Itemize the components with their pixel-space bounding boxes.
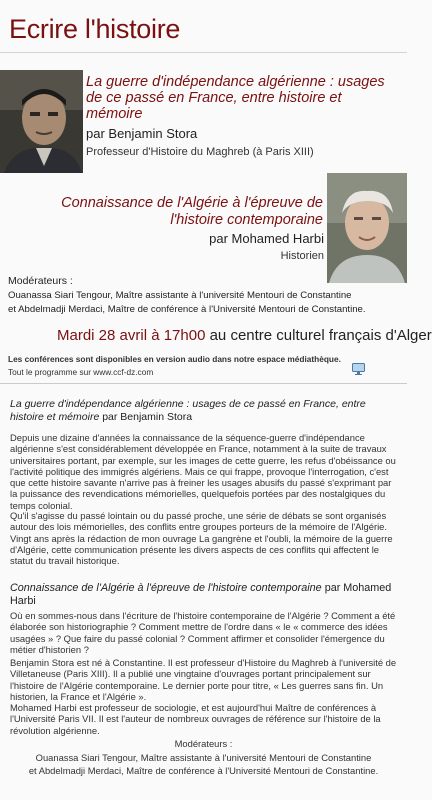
moderators2-line-2 [0,765,407,776]
speaker-photo-stora [0,70,83,173]
speaker-bios [10,657,398,736]
article1-paragraph-2: Qu'il s'agisse du passé lointain ou du passé proche, une série de débats se sont organisés autour des lois mémorielles, des conflits entre groupes porteurs de la mémoire de l'Algérie. Vingt ans après la rédaction de mon ouvrage La gangrène et l'oubli, la mémoire de la guerre d'Algérie, cette communication présente les divers aspects de ces conflits qui affectent le statut du travail historique. [10,510,393,567]
section-divider [0,383,407,384]
conference2-speaker: par Mohamed Harbi [209,231,324,246]
monitor-icon [352,362,365,374]
moderator-1-role: Maître assistante à l'université Mentouri de Constantine [115,290,352,301]
conference2-title: Connaissance de l'Algérie à l'épreuve de l'histoire contemporaine [61,195,323,228]
moderators2-m1-name: Ouanassa Siari Tengour, [35,752,139,763]
bio-stora-text: est né à Constantine. Il est professeur d'Histoire du Maghreb à l'université de Villetaneuse (Paris XIII). Il a publié une vingtaine d'ouvrages portant principalement sur l'histoire de l'Algérie contemporaine. Le dernier porte pour titre, « Les guerres sans fin. Un historien, la France et l'Algérie ». [10,657,397,702]
program-link[interactable]: Tout le programme sur www.ccf-dz.com [8,367,154,377]
moderator-2-role: Maître de conférence à l'Université Mentouri de Constantine. [107,304,366,315]
moderators2-line-1 [0,752,407,763]
bio-stora-name: Benjamin Stora [10,657,75,668]
event-info [57,327,432,344]
conference1-speaker: par Benjamin Stora [86,126,198,141]
moderators2-m2-role: Maître de conférence à l'Université Mentouri de Constantine. [126,765,379,776]
article1-paragraph-1: Depuis une dizaine d'années la connaissance de la séquence-guerre d'indépendance algérienne s'est considérablement développée en France, notamment à la suite de travaux universitaires portant, par exemple, sur les images de cette guerre, les refus d'obéissance ou l'activité politique des immigrés algériens. Mais ce qui frappe, provoque l'interrogation, c'est que cette histoire savante n'arrive pas à freiner les usages abusifs du passé s'exprimant par la puissance des revendications mémorielles, quelquefois portées par des nostalgiques du temps colonial. [10,432,396,511]
audio-note: Les conférences sont disponibles en version audio dans notre espace médiathèque. [8,354,341,364]
article2-questions: Où en sommes-nous dans l'écriture de l'histoire contemporaine de l'Algérie ? Comment a été élaborée son historiographie ? Comment mettre de l'ordre dans « le « commerce des idées usagées » ? Que faire du passé colonial ? Comment affirmer et consolider l'émergence du métier d'historien ? [10,610,396,655]
moderator-1-name: Ouanassa Siari Tengour, [8,290,113,301]
moderator-1 [8,290,352,301]
moderators2-m2-name: et Abdelmadji Merdaci, [28,765,124,776]
conference1-title: La guerre d'indépendance algérienne : usages de ce passé en France, entre histoire et mémoire [86,74,385,122]
moderator-2 [8,304,366,315]
article1-title-text: La guerre d'indépendance algérienne : usages de ce passé en France, entre histoire et mémoire [10,398,366,423]
page-title: Ecrire l'histoire [9,14,181,44]
conference2-speaker-role: Historien [280,250,324,262]
moderators-heading: Modérateurs : [8,275,73,287]
article2-title-text: Connaissance de l'Algérie à l'épreuve de l'histoire contemporaine [10,582,322,594]
event-place: au centre culturel français d'Alger [209,327,432,344]
article2-title [10,582,395,608]
article1-title-by: par Benjamin Stora [102,411,193,423]
speaker-photo-harbi [327,173,407,283]
conference1-speaker-role: Professeur d'Histoire du Maghreb (à Paris XIII) [86,146,314,158]
bio-harbi-name: Mohamed Harbi [10,702,77,714]
article2-title-by: par Mohamed Harbi [10,582,392,607]
moderator-2-name: et Abdelmadji Merdaci, [8,304,106,315]
moderators2-heading: Modérateurs : [174,738,233,749]
moderators2-m1-role: Maître assistante à l'université Mentouri de Constantine [140,752,372,763]
bio-harbi-text: est professeur de sociologie, et est aujourd'hui Maître de conférences à l'Université Paris VII. Il est l'auteur de nombreux ouvrages de référence sur l'histoire de la révolution algérienne. [10,702,381,736]
article1-title [10,398,380,424]
title-divider [0,52,407,53]
event-date: Mardi 28 avril à 17h00 [57,327,206,344]
